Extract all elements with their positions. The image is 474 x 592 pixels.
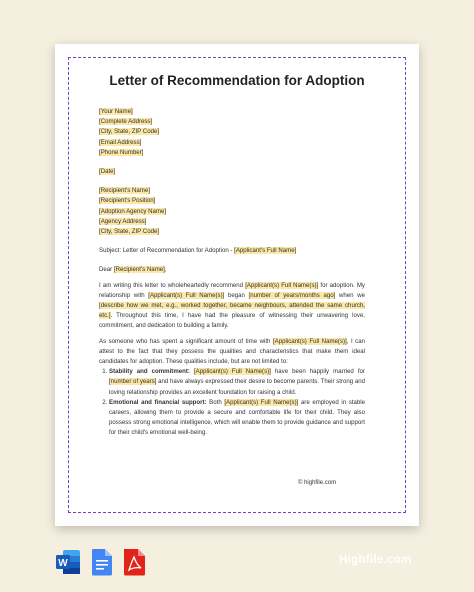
recipient-position: [Recipient's Position] [99, 197, 156, 205]
agency-address: [Agency Address] [99, 217, 147, 225]
sender-address: [Complete Address] [99, 118, 153, 126]
sender-name: [Your Name] [99, 108, 133, 115]
letter-body [99, 107, 365, 439]
salutation-placeholder: [Recipient's Name] [113, 266, 165, 274]
sender-phone: [Phone Number] [99, 148, 144, 156]
list-item: 1. Stability and commitment: [Applicant(s) Full Name(s)] have been happily married for [number of years] and have always expressed their desire to become parents. Their strong and loving relationship provides an excellent foundation for raising a child. [109, 367, 365, 398]
recipient-block [99, 186, 365, 237]
paragraph-1: I am writing this letter to wholeheartedly recommend [Applicant(s) Full Name(s)] for adoption. My relationship with [Applicant(s) Full Name(s)] began [number of years/months ago] when we [describe how we met, e.g., worked together, became neighbours, attended the same church, etc.]. Throughout this time, I have had the pleasure of witnessing their unwavering love, commitment, and dedication to building a family. [99, 281, 365, 330]
sender-block [99, 107, 365, 158]
list-item: 2. Emotional and financial support: Both [Applicant(s) Full Name(s)] are employed in stable careers, allowing them to provide a secure and comfortable life for their child. They also possess strong emotional intelligence, which will enable them to provide guidance and support for their child's emotional well-being. [109, 398, 365, 439]
brand-watermark: Highfile.com [339, 554, 412, 566]
word-icon[interactable] [55, 548, 81, 581]
pdf-icon[interactable] [122, 548, 146, 581]
qualities-list [99, 367, 365, 438]
agency-city: [City, State, ZIP Code] [99, 228, 160, 236]
recipient-name: [Recipient's Name] [99, 187, 150, 195]
svg-text:W: W [58, 558, 68, 569]
subject-placeholder: [Applicant's Full Name] [234, 247, 297, 255]
google-docs-icon[interactable] [91, 548, 113, 581]
copyright-text: © highfile.com [298, 480, 337, 486]
salutation: Dear [Recipient's Name], [99, 266, 167, 274]
paragraph-2: As someone who has spent a significant amount of time with [Applicant(s) Full Name(s)], I can attest to the fact that they possess the qualities and characteristics that make them ideal candidates for adoption. These qualities include, but are not limited to: [99, 337, 365, 366]
sender-city: [City, State, ZIP Code] [99, 128, 160, 136]
date-field: [Date] [99, 168, 116, 176]
document-title: Letter of Recommendation for Adoption [109, 73, 365, 88]
sender-email: [Email Address] [99, 138, 142, 146]
agency-name: [Adoption Agency Name] [99, 207, 167, 215]
subject-line: Subject: Letter of Recommendation for Adoption - [Applicant's Full Name] [99, 247, 297, 255]
